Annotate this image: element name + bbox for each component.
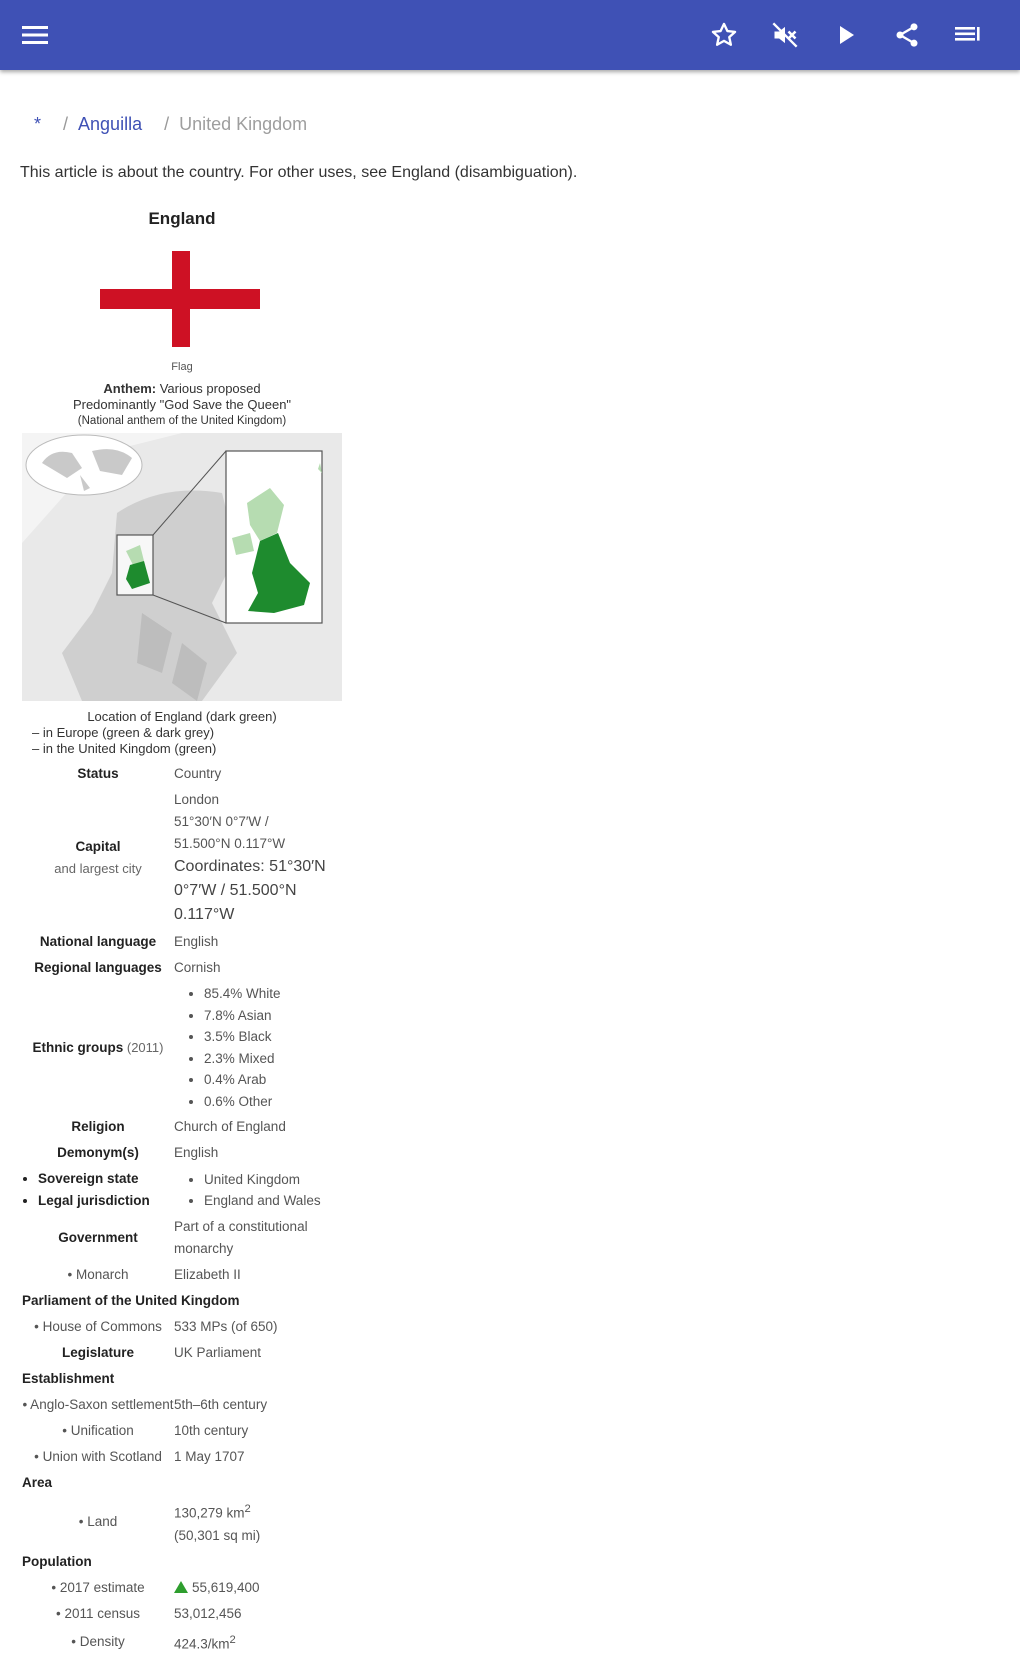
infobox-row-religion [22, 1114, 342, 1140]
ethnic-groups-label[interactable]: Ethnic groups [33, 1040, 124, 1055]
infobox-title: England [22, 209, 342, 229]
map-caption-line-2: – in Europe (green & dark grey) [22, 725, 342, 741]
infobox-row-anglo-saxon [22, 1392, 342, 1418]
density-value: 424.3/km [174, 1636, 230, 1651]
anthem-block [22, 381, 342, 429]
infobox-row-density [22, 1627, 342, 1657]
breadcrumb-parent[interactable]: Anguilla [78, 114, 142, 134]
infobox-row-capital [22, 787, 342, 929]
share-button[interactable] [883, 11, 931, 59]
infobox-row-estimate [22, 1575, 342, 1601]
sovereign-state-label: • Sovereign state [38, 1168, 174, 1190]
estimate-value-cell [174, 1575, 342, 1601]
infobox-row-commons [22, 1314, 342, 1340]
legislature-label: Legislature [22, 1340, 174, 1366]
area-header: Area [22, 1470, 342, 1496]
sovereignty-value-cell [174, 1166, 342, 1214]
mute-icon [771, 21, 799, 49]
capital-sublabel: and largest city [22, 858, 174, 880]
map-caption-line-1: Location of England (dark green) [22, 709, 342, 725]
ethnic-group-item[interactable]: • 85.4% White [204, 983, 342, 1005]
religion-value[interactable]: Church of England [174, 1114, 342, 1140]
infobox-row-legislature [22, 1340, 342, 1366]
star-icon [710, 21, 738, 49]
establishment-header: Establishment [22, 1366, 342, 1392]
land-value-sup: 2 [245, 1503, 251, 1515]
estimate-label: • 2017 estimate [22, 1575, 174, 1601]
capital-coords-2[interactable]: 51.500°N 0.117°W [174, 833, 342, 855]
infobox-row-monarch [22, 1262, 342, 1288]
legal-jurisdiction-value[interactable]: • England and Wales [204, 1190, 342, 1212]
capital-coordinates[interactable]: Coordinates: 51°30′N 0°7′W / 51.500°N 0.117°W [174, 855, 342, 927]
land-value: 130,279 km [174, 1506, 245, 1521]
sovereignty-label-cell [22, 1166, 174, 1214]
regional-languages-label: Regional languages [22, 955, 174, 981]
census-value: 53,012,456 [174, 1601, 342, 1627]
hatnote[interactable]: This article is about the country. For other uses, see England (disambiguation). [20, 164, 577, 182]
infobox-row-status [22, 761, 342, 787]
ethnic-group-item[interactable]: • 2.3% Mixed [204, 1048, 342, 1070]
infobox-row-unification [22, 1418, 342, 1444]
mute-button[interactable] [761, 11, 809, 59]
infobox-header-establishment [22, 1366, 342, 1392]
anthem-label: Anthem: [103, 381, 156, 396]
parliament-header[interactable]: Parliament of the United Kingdom [22, 1288, 342, 1314]
breadcrumb-home[interactable]: * [34, 114, 41, 134]
regional-languages-value[interactable]: Cornish [174, 955, 342, 981]
map-caption-line-3: – in the United Kingdom (green) [22, 741, 342, 757]
infobox-header-area [22, 1470, 342, 1496]
infobox [22, 205, 342, 1657]
capital-value-cell [174, 787, 342, 929]
capital-label-cell [22, 787, 174, 929]
bookmark-button[interactable] [700, 11, 748, 59]
breadcrumb-separator: / [63, 114, 68, 134]
union-label: • Union with Scotland [22, 1444, 174, 1470]
density-value-cell [174, 1627, 342, 1657]
anglo-saxon-label: • Anglo-Saxon settlement [22, 1392, 174, 1418]
breadcrumb-separator: / [164, 114, 169, 134]
government-value[interactable]: Part of a constitutional monarchy [174, 1214, 342, 1262]
infobox-header-population [22, 1549, 342, 1575]
playlist-icon [955, 24, 981, 46]
unification-value: 10th century [174, 1418, 342, 1444]
infobox-row-census [22, 1601, 342, 1627]
infobox-row-demonym [22, 1140, 342, 1166]
commons-value: 533 MPs (of 650) [174, 1314, 342, 1340]
contents-button[interactable] [944, 11, 992, 59]
anthem-value: Various proposed [156, 381, 261, 396]
census-label: • 2011 census [22, 1601, 174, 1627]
infobox-header-parliament [22, 1288, 342, 1314]
legislature-value[interactable]: UK Parliament [174, 1340, 342, 1366]
infobox-row-regional-languages [22, 955, 342, 981]
density-value-sup: 2 [230, 1634, 236, 1646]
infobox-row-union [22, 1444, 342, 1470]
ethnic-groups-label-cell [22, 981, 174, 1114]
ethnic-groups-value [174, 981, 342, 1114]
population-header: Population [22, 1549, 342, 1575]
map-caption [22, 709, 342, 757]
menu-icon [22, 25, 48, 45]
estimate-value: 55,619,400 [192, 1580, 260, 1595]
anthem-line-2: Predominantly "God Save the Queen" [22, 397, 342, 413]
menu-button[interactable] [11, 11, 59, 59]
share-icon [893, 21, 921, 49]
flag-caption: Flag [22, 361, 342, 373]
infobox-row-government [22, 1214, 342, 1262]
ethnic-group-item[interactable]: • 0.4% Arab [204, 1069, 342, 1091]
capital-label: Capital [22, 836, 174, 858]
status-value[interactable]: Country [174, 761, 342, 787]
play-button[interactable] [822, 11, 870, 59]
demonym-label: Demonym(s) [22, 1140, 174, 1166]
ethnic-group-item[interactable]: • 3.5% Black [204, 1026, 342, 1048]
capital-value[interactable]: London [174, 789, 342, 811]
anglo-saxon-value: 5th–6th century [174, 1392, 342, 1418]
play-icon [834, 23, 858, 47]
demonym-value[interactable]: English [174, 1140, 342, 1166]
ethnic-group-item[interactable]: • 7.8% Asian [204, 1005, 342, 1027]
infobox-row-national-language [22, 929, 342, 955]
monarch-value[interactable]: Elizabeth II [174, 1262, 342, 1288]
union-value: 1 May 1707 [174, 1444, 342, 1470]
national-language-label: National language [22, 929, 174, 955]
status-label: Status [22, 761, 174, 787]
density-label: • Density [22, 1627, 174, 1657]
flag-image[interactable] [100, 251, 260, 347]
unification-label: • Unification [22, 1418, 174, 1444]
commons-label: • House of Commons [22, 1314, 174, 1340]
location-map[interactable] [22, 433, 342, 701]
land-value-cell [174, 1496, 342, 1549]
breadcrumb-current: United Kingdom [179, 114, 307, 134]
land-label: • Land [22, 1496, 174, 1549]
monarch-label: • Monarch [22, 1262, 174, 1288]
breadcrumb [34, 114, 317, 135]
increase-icon [174, 1581, 188, 1593]
infobox-row-land [22, 1496, 342, 1549]
legal-jurisdiction-label: • Legal jurisdiction [38, 1190, 174, 1212]
government-label: Government [22, 1214, 174, 1262]
national-language-value[interactable]: English [174, 929, 342, 955]
infobox-row-ethnic-groups [22, 981, 342, 1114]
land-value-imperial: (50,301 sq mi) [174, 1525, 342, 1547]
app-bar [0, 0, 1020, 70]
religion-label: Religion [22, 1114, 174, 1140]
capital-coords-1[interactable]: 51°30′N 0°7′W / [174, 811, 342, 833]
ethnic-groups-year: (2011) [123, 1040, 163, 1055]
infobox-row-sovereignty [22, 1166, 342, 1214]
sovereign-state-value[interactable]: • United Kingdom [204, 1169, 342, 1191]
anthem-line-3: (National anthem of the United Kingdom) [22, 413, 342, 429]
flag-cross-horizontal [100, 289, 260, 309]
ethnic-group-item[interactable]: • 0.6% Other [204, 1091, 342, 1113]
infobox-table [22, 761, 342, 1657]
